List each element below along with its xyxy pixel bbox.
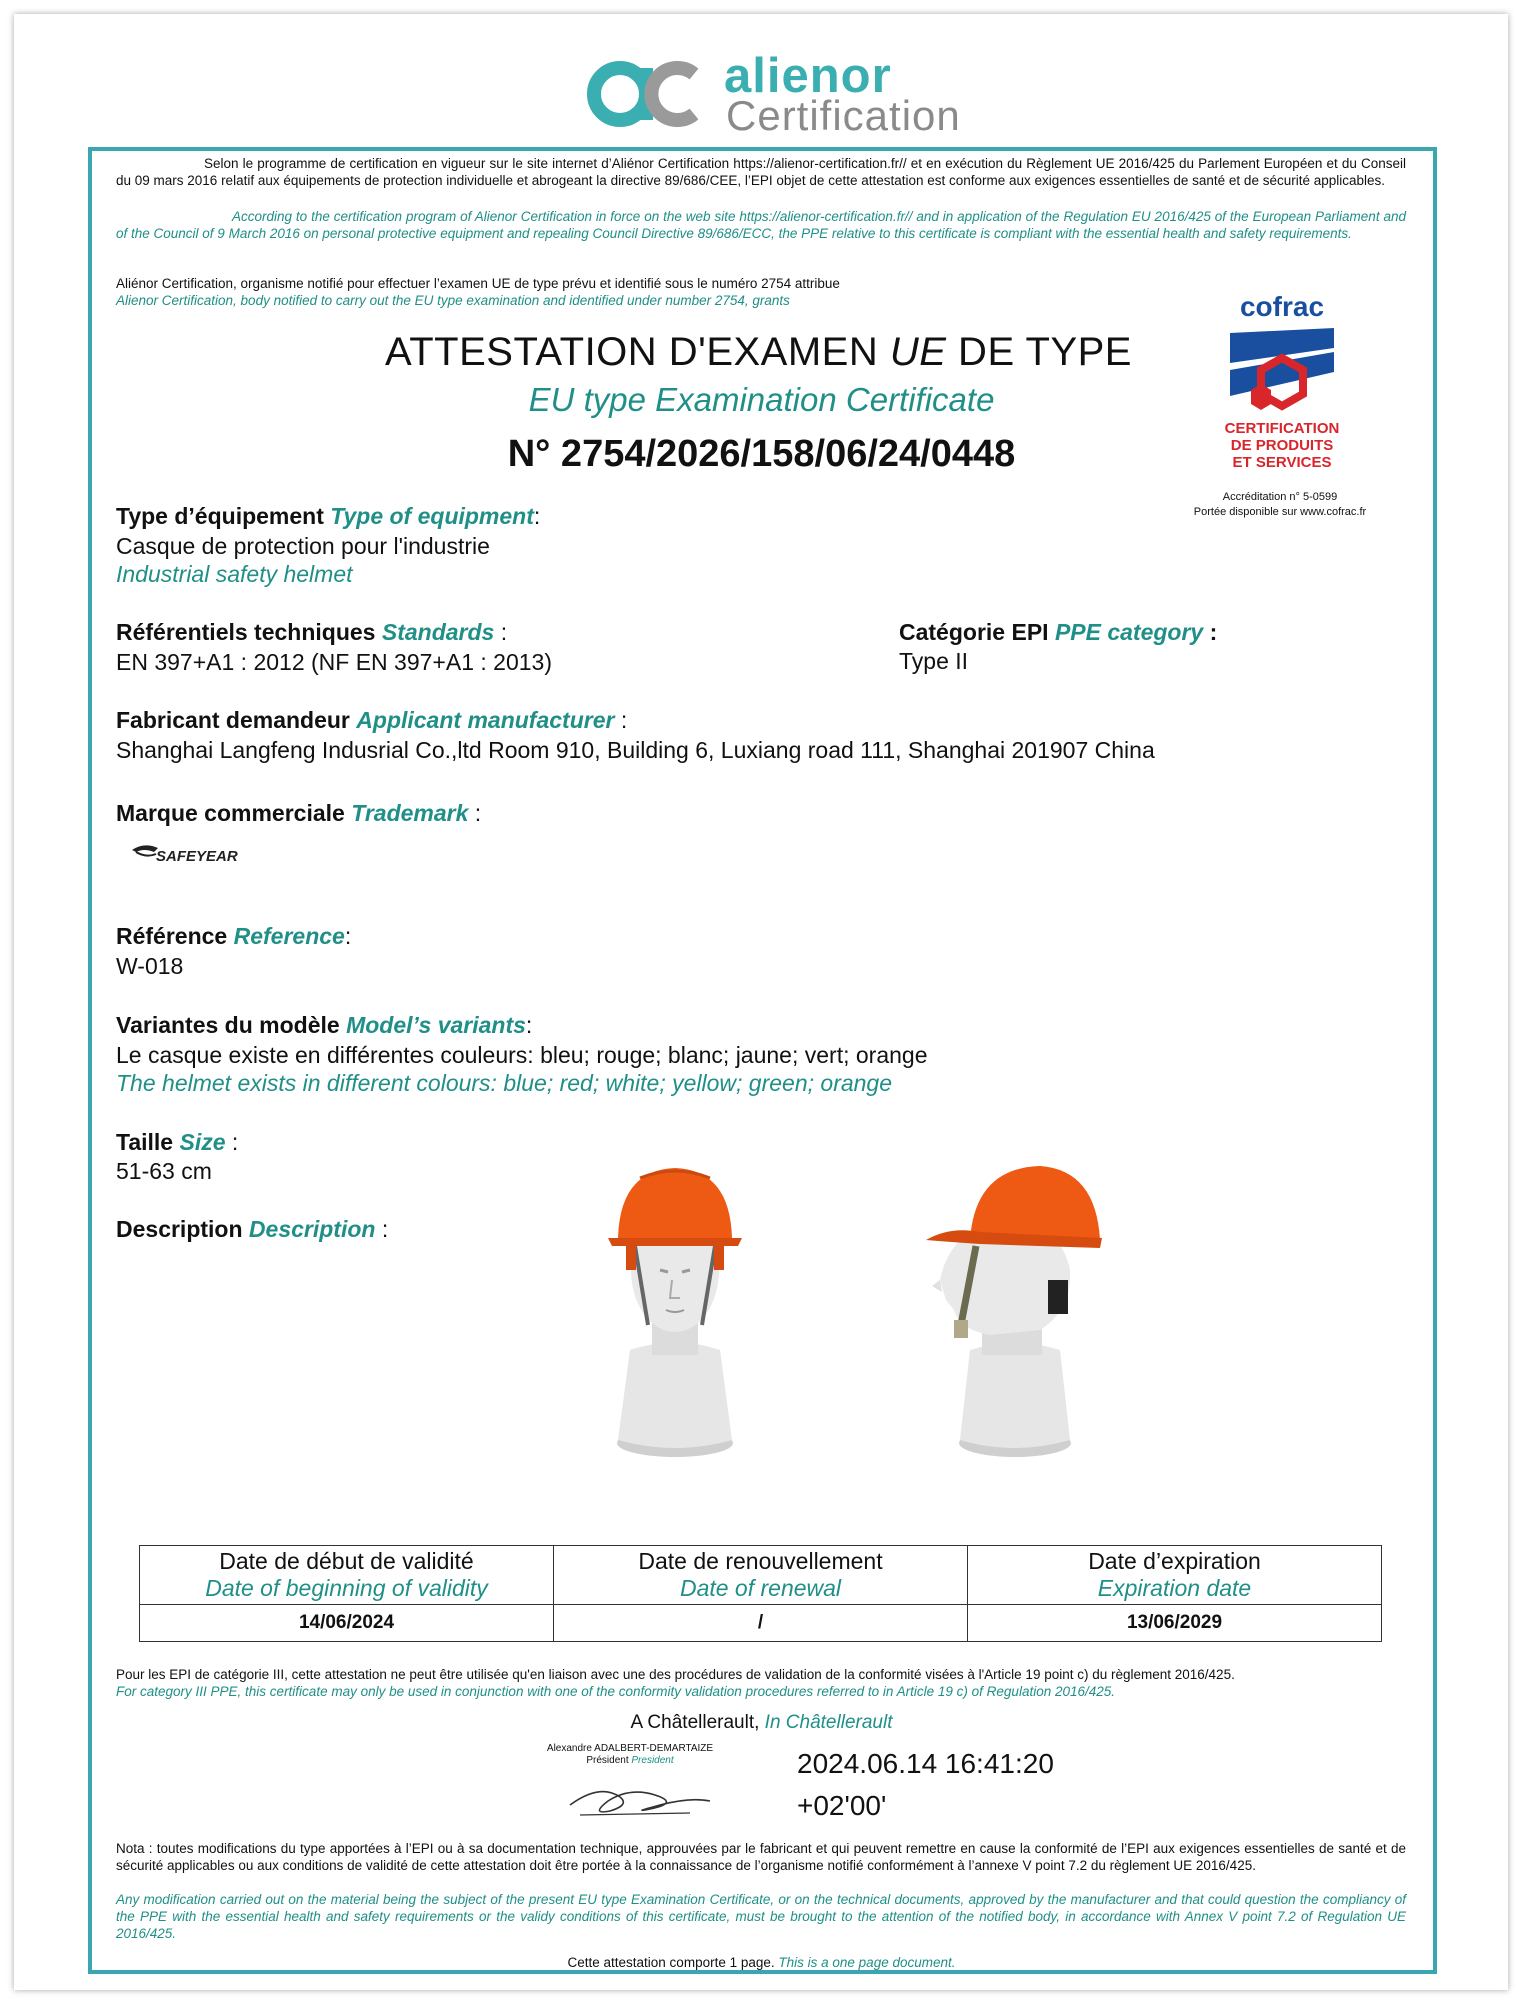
category-label-fr: Catégorie EPI <box>899 619 1055 645</box>
signature-place <box>0 1712 1523 1734</box>
logo-word-certification: Certification <box>726 92 961 139</box>
cofrac-accreditation: Accréditation n° 5-0599 <box>1222 491 1338 503</box>
reference-value: W-018 <box>116 953 184 979</box>
standards-label-fr: Référentiels techniques <box>116 619 382 645</box>
standards-label-en: Standards <box>381 619 495 645</box>
footer-fr: Cette attestation comporte 1 page. <box>567 1955 779 1970</box>
variants-label <box>116 1012 532 1039</box>
signer-role-fr: Président <box>586 1755 632 1766</box>
manufacturer-suffix: : <box>614 707 628 733</box>
date-start-header-en: Date of beginning of validity <box>205 1575 488 1601</box>
date-expiry-header-fr: Date d’expiration <box>1088 1548 1261 1574</box>
notified-en: Alienor Certification, body notified to carry out the EU type examination and identified under number 2754, grants <box>116 293 790 308</box>
date-expiry-header <box>968 1546 1382 1605</box>
signature-place-fr: A Châtellerault, <box>630 1712 765 1733</box>
description-label <box>116 1216 388 1243</box>
title-part-a: ATTESTATION D'EXAMEN <box>385 330 890 374</box>
safeyear-logo <box>130 840 266 868</box>
standards-label <box>116 619 507 646</box>
signature-timezone: +02'00' <box>797 1790 887 1821</box>
reference-label <box>116 923 351 950</box>
handwritten-signature <box>560 1775 720 1825</box>
intro-en: According to the certification program of Alienor Certification in force on the web site https://alienor-certification.fr// and in application of the Regulation EU 2016/425 of the European Parliament and of the Council of 9 March 2016 on personal protective equipment and repealing Council Directive 89/686/ECC, the PPE relative to this certificate is compliant with the essential health and safety requirements. <box>116 209 1406 241</box>
nota-fr: Nota : toutes modifications du type apportées à l’EPI ou à sa documentation technique, approuvées par le fabricant et qui peuvent remettre en cause la conformité de l’EPI aux exigences essentielles de santé et de sécurité applicables ou aux conditions de validité de cette attestation doit être portée à la connaissance de l’organisme notifié conformément à l’annexe V point 7.2 du règlement UE 2016/425. <box>116 1841 1406 1873</box>
size-value: 51-63 cm <box>116 1158 212 1184</box>
manufacturer-value: Shanghai Langfeng Indusrial Co.,ltd Room 910, Building 6, Luxiang road 111, Shanghai 201907 China <box>116 737 1155 763</box>
page-count-footer <box>0 1955 1523 1970</box>
category-label-en: PPE category <box>1054 619 1204 645</box>
date-renewal-header-en: Date of renewal <box>679 1575 842 1601</box>
date-renewal-value: / <box>554 1605 968 1642</box>
title-part-c: DE TYPE <box>946 330 1132 374</box>
helmet-front-image <box>590 1160 760 1460</box>
certificate-title-en: EU type Examination Certificate <box>528 381 995 418</box>
trademark-label <box>116 800 481 827</box>
trademark-suffix: : <box>468 800 482 826</box>
date-start-header <box>140 1546 554 1605</box>
helmet-side-image <box>920 1160 1110 1460</box>
variants-label-fr: Variantes du modèle <box>116 1012 347 1038</box>
standards-suffix: : <box>494 619 508 645</box>
cofrac-scope: Portée disponible sur www.cofrac.fr <box>1193 506 1367 518</box>
alienor-logo <box>586 49 961 139</box>
manufacturer-label-en: Applicant manufacturer <box>356 707 615 733</box>
safeyear-logo-text: SAFEYEAR <box>156 848 238 865</box>
equipment-value-en: Industrial safety helmet <box>116 561 353 587</box>
logo-word-alienor: alienor <box>724 49 892 103</box>
variants-value-fr: Le casque existe en différentes couleurs: bleu; rouge; blanc; jaune; vert; orange <box>116 1042 928 1068</box>
reference-suffix: : <box>344 923 352 949</box>
date-expiry-value: 13/06/2029 <box>968 1605 1382 1642</box>
signer-name: Alexandre ADALBERT-DEMARTAIZE <box>546 1743 714 1754</box>
cofrac-line3: ET SERVICES <box>1232 454 1332 471</box>
dates-header-row <box>140 1546 1382 1605</box>
date-renewal-header-fr: Date de renouvellement <box>638 1548 883 1574</box>
cofrac-caption <box>1160 490 1400 520</box>
equipment-suffix: : <box>533 503 541 529</box>
date-expiry-header-en: Expiration date <box>1097 1575 1252 1601</box>
trademark-label-en: Trademark <box>351 800 469 826</box>
signature-timestamp: 2024.06.14 16:41:20 <box>797 1748 1054 1779</box>
date-renewal-header <box>554 1546 968 1605</box>
dates-value-row <box>140 1605 1382 1642</box>
cofrac-logo <box>1225 288 1340 483</box>
nota-en: Any modification carried out on the material being the subject of the present EU type Examination Certificate, or on the technical documents, approved by the manufacturer and that could question the compliancy of the PPE with the essential health and safety requirements or the validy conditions of this certificate, must be brought to the attention of the notified body, in accordance with Annex V point 7.2 of Regulation UE 2016/425. <box>116 1892 1406 1941</box>
manufacturer-label <box>116 707 627 734</box>
certificate-number: N° 2754/2026/158/06/24/0448 <box>507 433 1016 475</box>
size-label <box>116 1129 238 1156</box>
cofrac-name: cofrac <box>1239 291 1325 322</box>
description-label-fr: Description <box>116 1216 249 1242</box>
reference-label-en: Reference <box>233 923 345 949</box>
trademark-label-fr: Marque commerciale <box>116 800 352 826</box>
variants-label-en: Model’s variants <box>346 1012 526 1038</box>
equipment-label-en: Type of equipment <box>330 503 534 529</box>
size-label-fr: Taille <box>116 1129 180 1155</box>
description-label-en: Description <box>248 1216 376 1242</box>
size-label-en: Size <box>179 1129 226 1155</box>
equipment-label <box>116 503 540 530</box>
equipment-label-fr: Type d’équipement <box>116 503 331 529</box>
notified-fr: Aliénor Certification, organisme notifié pour effectuer l’examen UE de type prévu et identifié sous le numéro 2754 attribue <box>116 276 840 291</box>
digital-signature-stamp <box>797 1743 1054 1827</box>
category3-note-en: For category III PPE, this certificate may only be used in conjunction with one of the conformity validation procedures referred to in Article 19 c) of Regulation 2016/425. <box>116 1684 1116 1699</box>
title-part-ue: UE <box>889 330 947 374</box>
footer-en: This is a one page document. <box>778 1955 956 1970</box>
signer-block <box>520 1743 740 1767</box>
alienor-ac-mark <box>586 52 698 136</box>
variants-suffix: : <box>525 1012 533 1038</box>
validity-dates-table <box>139 1545 1382 1642</box>
date-start-value: 14/06/2024 <box>140 1605 554 1642</box>
standards-value: EN 397+A1 : 2012 (NF EN 397+A1 : 2013) <box>116 649 552 675</box>
cofrac-line1: CERTIFICATION <box>1225 420 1340 437</box>
size-suffix: : <box>225 1129 239 1155</box>
signer-role-en: President <box>631 1755 674 1766</box>
category-label <box>899 619 1217 646</box>
manufacturer-label-fr: Fabricant demandeur <box>116 707 357 733</box>
cofrac-line2: DE PRODUITS <box>1230 437 1334 454</box>
intro-fr: Selon le programme de certification en vigueur sur le site internet d’Aliénor Certification https://alienor-certification.fr// et en exécution du Règlement UE 2016/425 du Parlement Européen et du Conseil du 09 mars 2016 relatif aux équipements de protection individuelle et abrogeant la directive 89/686/CEE, l’EPI objet de cette attestation est conforme aux exigences essentielles de santé et de sécurité applicables. <box>116 156 1406 188</box>
description-suffix: : <box>375 1216 389 1242</box>
variants-value-en: The helmet exists in different colours: blue; red; white; yellow; green; orange <box>116 1070 893 1096</box>
category-value: Type II <box>899 648 969 674</box>
reference-label-fr: Référence <box>116 923 234 949</box>
equipment-value-fr: Casque de protection pour l'industrie <box>116 533 490 559</box>
signature-place-en: In Châtellerault <box>764 1712 893 1733</box>
date-start-header-fr: Date de début de validité <box>219 1548 474 1574</box>
category3-note-fr: Pour les EPI de catégorie III, cette attestation ne peut être utilisée qu'en liaison avec une des procédures de validation de la conformité visées à l'Article 19 point c) du règlement 2016/425. <box>116 1667 1235 1682</box>
category-suffix: : <box>1203 619 1218 645</box>
